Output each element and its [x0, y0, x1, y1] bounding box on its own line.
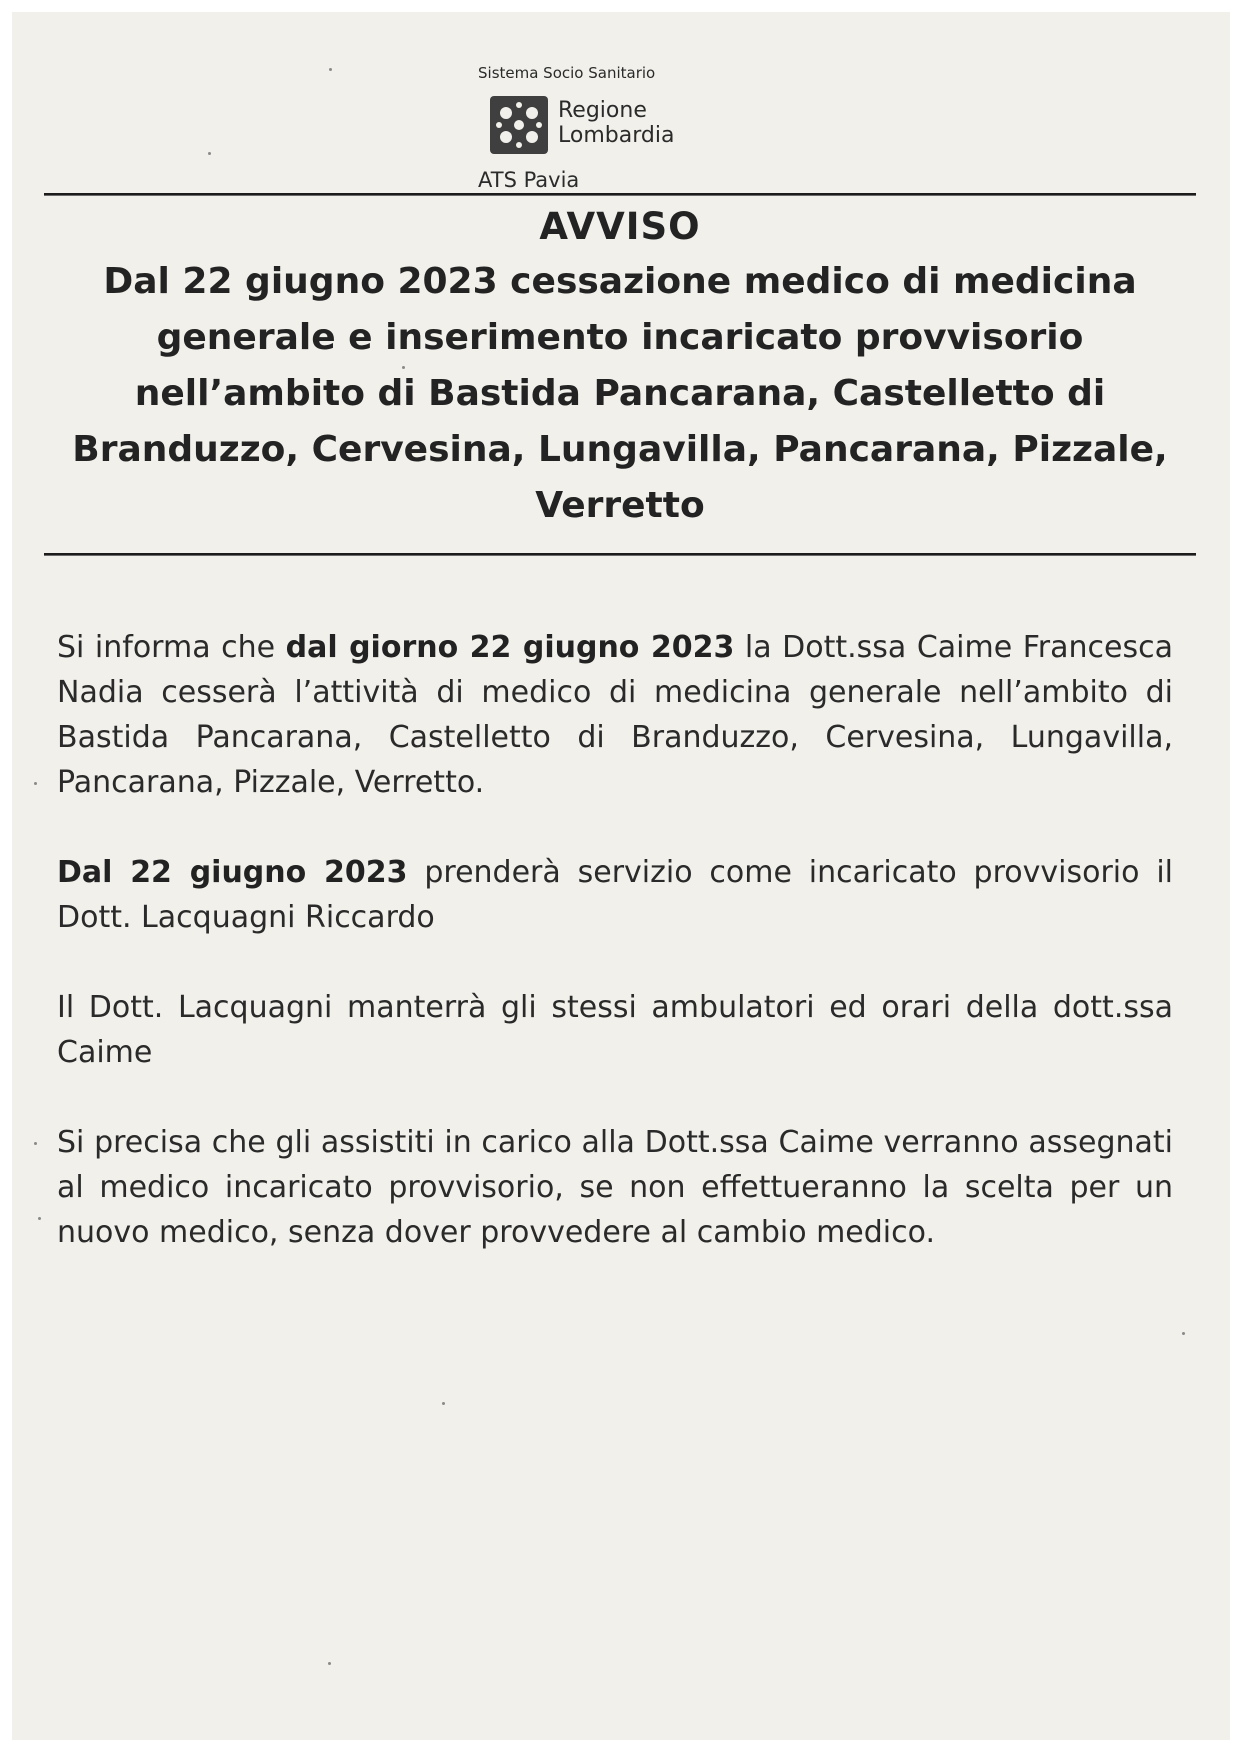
scan-speck [34, 1142, 37, 1145]
system-label: Sistema Socio Sanitario [478, 64, 656, 82]
paragraph-2-date: Dal 22 giugno 2023 [57, 855, 408, 890]
region-name [558, 98, 674, 148]
scan-speck [38, 1217, 41, 1220]
paragraph-2 [57, 850, 1173, 940]
region-name-line1: Regione [558, 98, 647, 123]
paragraph-3: Il Dott. Lacquagni manterrà gli stessi ambulatori ed orari della dott.ssa Caime [57, 990, 1173, 1070]
notice-title: Dal 22 giugno 2023 cessazione medico di medicina generale e inserimento incaricato provvisorio nell’ambito di Bastida Pancarana, Castelletto di Branduzzo, Cervesina, Lungavilla, Pancarana, Pizzale, Verretto [72, 261, 1168, 526]
scan-speck [402, 366, 405, 369]
scan-speck [442, 1402, 445, 1405]
ats-logo-block [478, 64, 738, 199]
region-name-line2: Lombardia [558, 123, 675, 148]
notice-heading [44, 202, 1196, 534]
notice-label: AVVISO [539, 205, 701, 248]
scan-speck [1182, 1332, 1185, 1335]
scan-speck [208, 152, 211, 155]
regione-lombardia-logo-icon [490, 96, 548, 154]
scan-speck [328, 1662, 331, 1665]
paragraph-4: Si precisa che gli assistiti in carico alla Dott.ssa Caime verranno assegnati al medico incaricato provvisorio, se non effettueranno la scelta per un nuovo medico, senza dover provvedere al cambio medico. [57, 1125, 1173, 1250]
paragraph-1-post: la Dott.ssa Caime Francesca Nadia cesserà l’attività di medico di medicina generale nell’ambito di Bastida Pancarana, Castelletto di Branduzzo, Cervesina, Lungavilla, Pancarana, Pizzale, Verretto. [57, 630, 1173, 800]
notice-body [57, 625, 1173, 1300]
agency-name: ATS Pavia [478, 168, 580, 192]
scan-speck [34, 782, 37, 785]
document-page [12, 12, 1230, 1740]
paragraph-1 [57, 625, 1173, 805]
bottom-divider [44, 553, 1196, 556]
paragraph-1-date: dal giorno 22 giugno 2023 [285, 630, 735, 665]
top-divider [44, 193, 1196, 196]
scan-speck [329, 68, 332, 71]
paragraph-2-post: prenderà servizio come incaricato provvisorio il Dott. Lacquagni Riccardo [57, 855, 1173, 935]
paragraph-1-pre: Si informa che [57, 630, 286, 665]
